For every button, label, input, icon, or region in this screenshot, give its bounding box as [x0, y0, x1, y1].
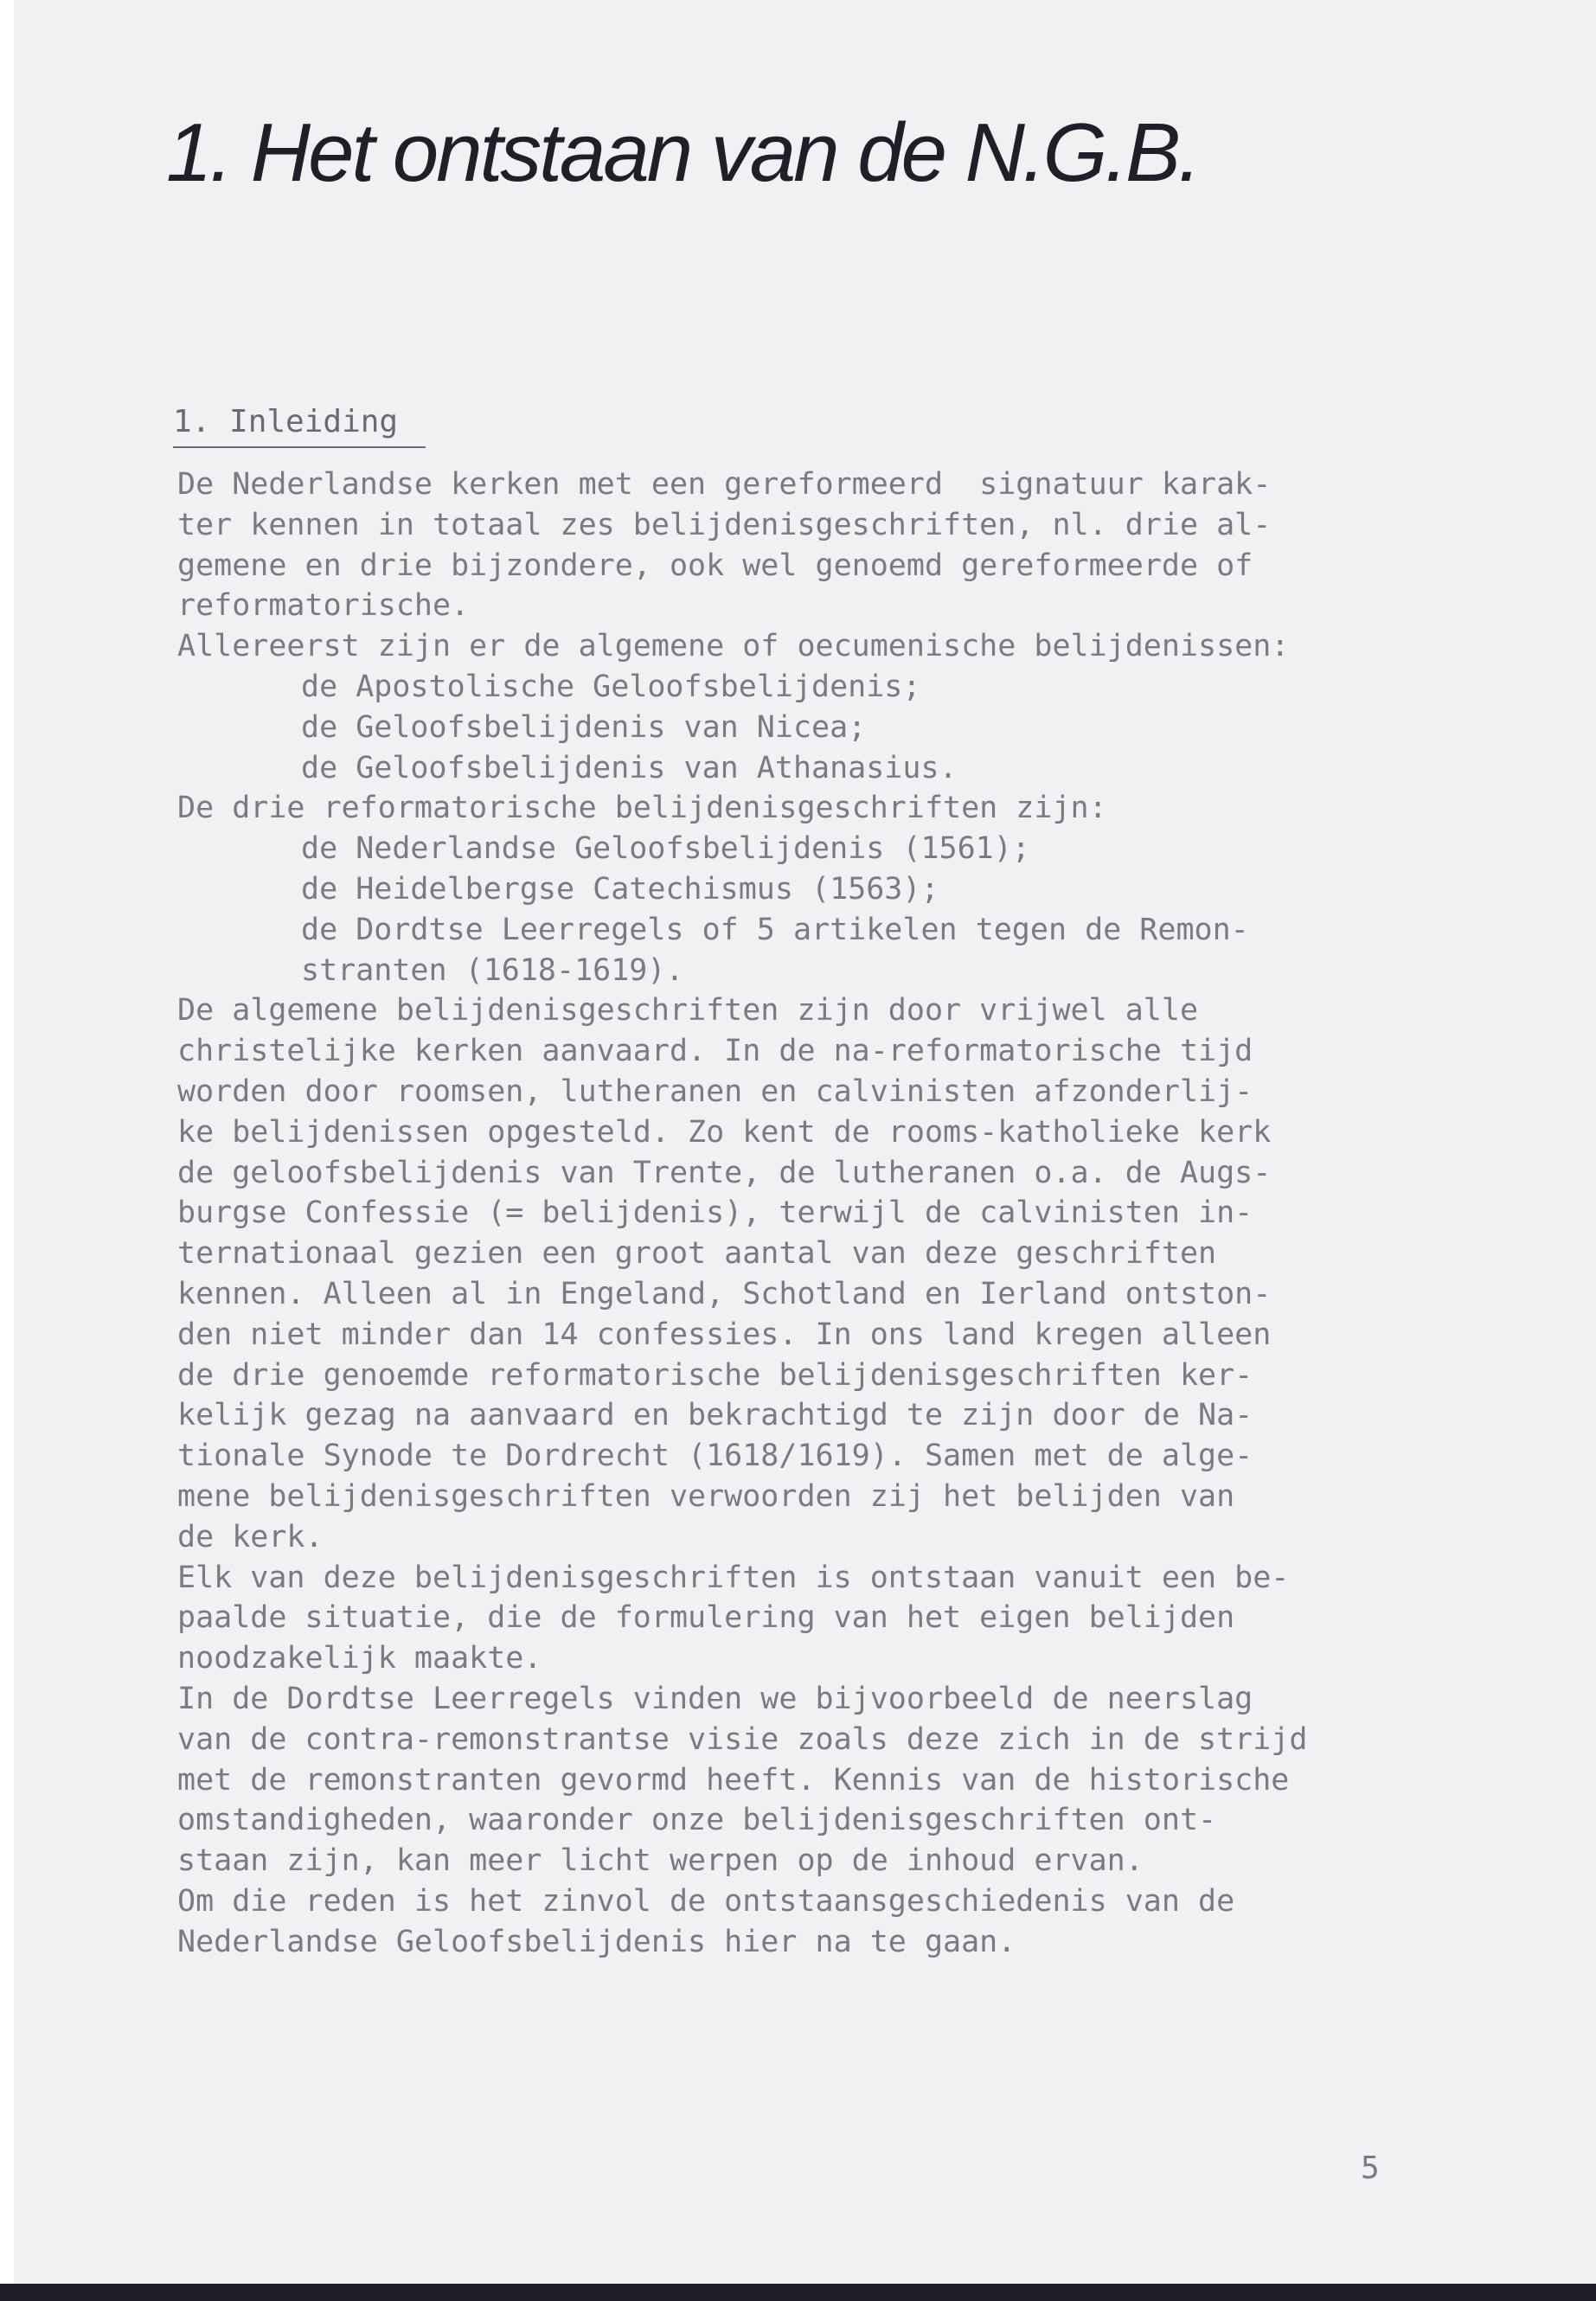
section-heading: 1. Inleiding: [173, 404, 399, 439]
text-line: mene belijdenisgeschriften verwoorden zij het belijden van: [177, 1478, 1235, 1514]
page-number: 5: [1361, 2150, 1380, 2186]
text-line: gemene en drie bijzondere, ook wel genoemd gereformeerde of: [177, 548, 1253, 583]
list-item: de Nederlandse Geloofsbelijdenis (1561);: [301, 831, 1030, 867]
text-line: omstandigheden, waaronder onze belijdenisgeschriften ont-: [177, 1803, 1217, 1838]
text-line: van de contra-remonstrantse visie zoals deze zich in de strijd: [177, 1721, 1308, 1757]
text-line: worden door roomsen, lutheranen en calvinisten afzonderlij-: [177, 1074, 1253, 1109]
text-line: staan zijn, kan meer licht werpen op de inhoud ervan.: [177, 1843, 1144, 1879]
list-item: stranten (1618-1619).: [301, 952, 684, 988]
text-line: reformatorische.: [177, 588, 470, 624]
text-line: De drie reformatorische belijdenisgeschriften zijn:: [177, 791, 1107, 826]
text-line: ternationaal gezien een groot aantal van deze geschriften: [177, 1236, 1217, 1272]
text-line: paalde situatie, die de formulering van het eigen belijden: [177, 1600, 1235, 1636]
text-line: christelijke kerken aanvaard. In de na-reformatorische tijd: [177, 1034, 1253, 1069]
text-line: noodzakelijk maakte.: [177, 1641, 542, 1676]
section-heading-underline: [173, 446, 426, 448]
text-line: De algemene belijdenisgeschriften zijn door vrijwel alle: [177, 993, 1199, 1029]
text-line: de drie genoemde reformatorische belijdenisgeschriften ker-: [177, 1357, 1253, 1393]
list-item: de Geloofsbelijdenis van Athanasius.: [301, 750, 958, 785]
list-item: de Heidelbergse Catechismus (1563);: [301, 871, 939, 907]
text-line: de kerk.: [177, 1519, 324, 1554]
text-line: kelijk gezag na aanvaard en bekrachtigd te zijn door de Na-: [177, 1398, 1253, 1433]
chapter-title: 1. Het ontstaan van de N.G.B.: [166, 106, 1199, 199]
list-item: de Geloofsbelijdenis van Nicea;: [301, 709, 867, 745]
text-line: De Nederlandse kerken met een gereformeerd signatuur karak-: [177, 467, 1272, 502]
text-line: ke belijdenissen opgesteld. Zo kent de rooms-katholieke kerk: [177, 1114, 1272, 1150]
text-line: tionale Synode te Dordrecht (1618/1619). Samen met de alge-: [177, 1439, 1253, 1474]
text-line: met de remonstranten gevormd heeft. Kennis van de historische: [177, 1762, 1290, 1798]
text-line: kennen. Alleen al in Engeland, Schotland en Ierland ontston-: [177, 1276, 1272, 1311]
list-item: de Dordtse Leerregels of 5 artikelen tegen de Remon-: [301, 912, 1249, 947]
text-line: de geloofsbelijdenis van Trente, de lutheranen o.a. de Augs-: [177, 1155, 1272, 1190]
text-line: den niet minder dan 14 confessies. In ons land kregen alleen: [177, 1317, 1272, 1352]
text-line: Nederlandse Geloofsbelijdenis hier na te gaan.: [177, 1924, 1016, 1959]
text-line: Om die reden is het zinvol de ontstaansgeschiedenis van de: [177, 1883, 1235, 1919]
body-text: [177, 465, 1466, 1962]
text-line: ter kennen in totaal zes belijdenisgeschriften, nl. drie al-: [177, 507, 1272, 542]
text-line: burgse Confessie (= belijdenis), terwijl de calvinisten in-: [177, 1195, 1253, 1231]
scan-left-edge: [0, 0, 14, 2301]
text-line: Elk van deze belijdenisgeschriften is ontstaan vanuit een be-: [177, 1560, 1290, 1595]
text-line: In de Dordtse Leerregels vinden we bijvoorbeeld de neerslag: [177, 1681, 1253, 1716]
scan-bottom-edge: [0, 2284, 1596, 2301]
list-item: de Apostolische Geloofsbelijdenis;: [301, 669, 921, 704]
text-line: Allereerst zijn er de algemene of oecumenische belijdenissen:: [177, 629, 1290, 664]
